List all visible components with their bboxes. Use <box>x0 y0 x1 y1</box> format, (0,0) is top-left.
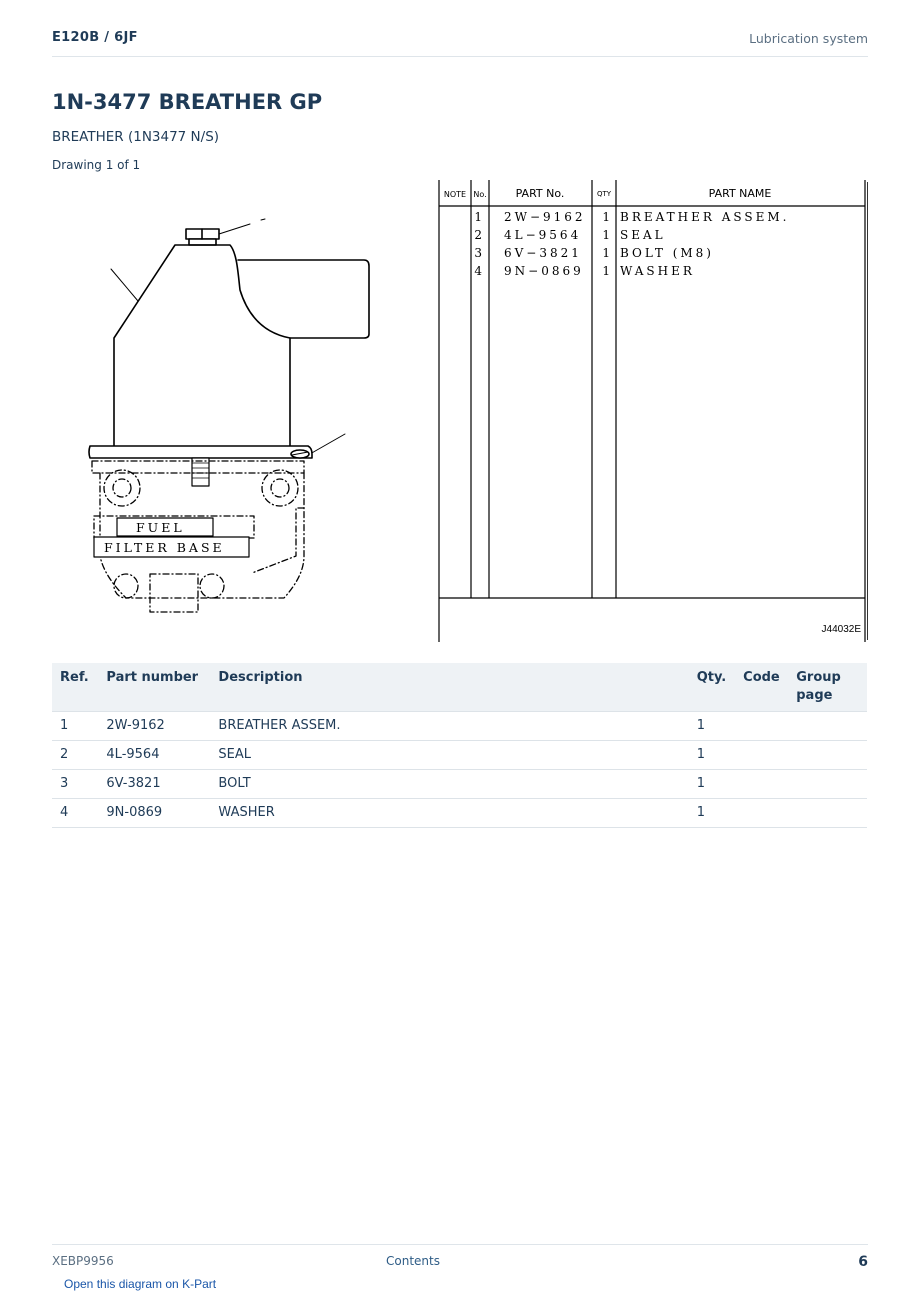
col-part-number: Part number <box>98 663 210 712</box>
table-row <box>52 799 867 828</box>
model-label: E120B / 6JF <box>52 30 138 45</box>
drawing-row-qty: 1 <box>602 264 613 278</box>
cell-code <box>735 799 788 828</box>
parts-diagram <box>52 178 868 644</box>
hdr-part-no: PART No. <box>515 187 565 200</box>
base-label-line1: FUEL <box>136 520 185 535</box>
drawing-row-name: WASHER <box>620 264 695 278</box>
col-group-page: Group page <box>788 663 867 712</box>
cell-group-page <box>788 712 867 741</box>
cell-qty: 1 <box>689 741 735 770</box>
table-row <box>52 741 867 770</box>
hdr-qty: QTY <box>596 190 612 198</box>
drawing-row-part-no: 6V−3821 <box>504 246 582 260</box>
drawing-row-qty: 1 <box>602 228 613 242</box>
cell-ref: 4 <box>52 799 98 828</box>
drawing-row-no: 3 <box>474 246 485 260</box>
cell-group-page <box>788 741 867 770</box>
hdr-no: No. <box>473 190 487 199</box>
kpart-link[interactable]: Open this diagram on K-Part <box>64 1277 217 1291</box>
cell-code <box>735 770 788 799</box>
cell-code <box>735 741 788 770</box>
cell-part-number: 4L-9564 <box>98 741 210 770</box>
drawing-row-no: 1 <box>474 210 485 224</box>
table-row <box>52 770 867 799</box>
cell-part-number: 2W-9162 <box>98 712 210 741</box>
base-label-line2: FILTER BASE <box>104 540 225 555</box>
hdr-note: NOTE <box>443 190 467 199</box>
cell-qty: 1 <box>689 712 735 741</box>
document-id: XEBP9956 <box>52 1254 114 1268</box>
cell-ref: 2 <box>52 741 98 770</box>
page-number: 6 <box>858 1254 868 1270</box>
cell-part-number: 6V-3821 <box>98 770 210 799</box>
cell-qty: 1 <box>689 799 735 828</box>
drawing-row-part-no: 2W−9162 <box>504 210 586 224</box>
cell-ref: 3 <box>52 770 98 799</box>
col-code: Code <box>735 663 788 712</box>
drawing-row-qty: 1 <box>602 210 613 224</box>
col-qty: Qty. <box>689 663 735 712</box>
table-header-row <box>52 663 867 712</box>
drawing-row-name: BOLT (M8) <box>620 246 714 260</box>
table-row <box>52 712 867 741</box>
cell-description: BREATHER ASSEM. <box>210 712 688 741</box>
section-label: Lubrication system <box>749 31 868 46</box>
page-subtitle: BREATHER (1N3477 N/S) <box>52 129 220 145</box>
cell-description: BOLT <box>210 770 688 799</box>
col-description: Description <box>210 663 688 712</box>
parts-table <box>52 663 867 828</box>
cell-group-page <box>788 799 867 828</box>
page-header <box>52 28 868 57</box>
cell-code <box>735 712 788 741</box>
cell-qty: 1 <box>689 770 735 799</box>
col-ref: Ref. <box>52 663 98 712</box>
drawing-row-no: 4 <box>474 264 485 278</box>
drawing-row-part-no: 9N−0869 <box>504 264 584 278</box>
drawing-row-part-no: 4L−9564 <box>504 228 582 242</box>
cell-part-number: 9N-0869 <box>98 799 210 828</box>
drawing-row-qty: 1 <box>602 246 613 260</box>
cell-group-page <box>788 770 867 799</box>
drawing-row-no: 2 <box>474 228 485 242</box>
drawing-row-name: SEAL <box>620 228 666 242</box>
cell-ref: 1 <box>52 712 98 741</box>
drawing-label: Drawing 1 of 1 <box>52 158 141 172</box>
drawing-code: J44032E <box>821 624 861 635</box>
drawing-row-name: BREATHER ASSEM. <box>620 210 790 224</box>
hdr-part-name: PART NAME <box>708 187 772 200</box>
cell-description: WASHER <box>210 799 688 828</box>
page-title: 1N-3477 BREATHER GP <box>52 90 323 114</box>
cell-description: SEAL <box>210 741 688 770</box>
contents-link[interactable]: Contents <box>386 1254 440 1268</box>
